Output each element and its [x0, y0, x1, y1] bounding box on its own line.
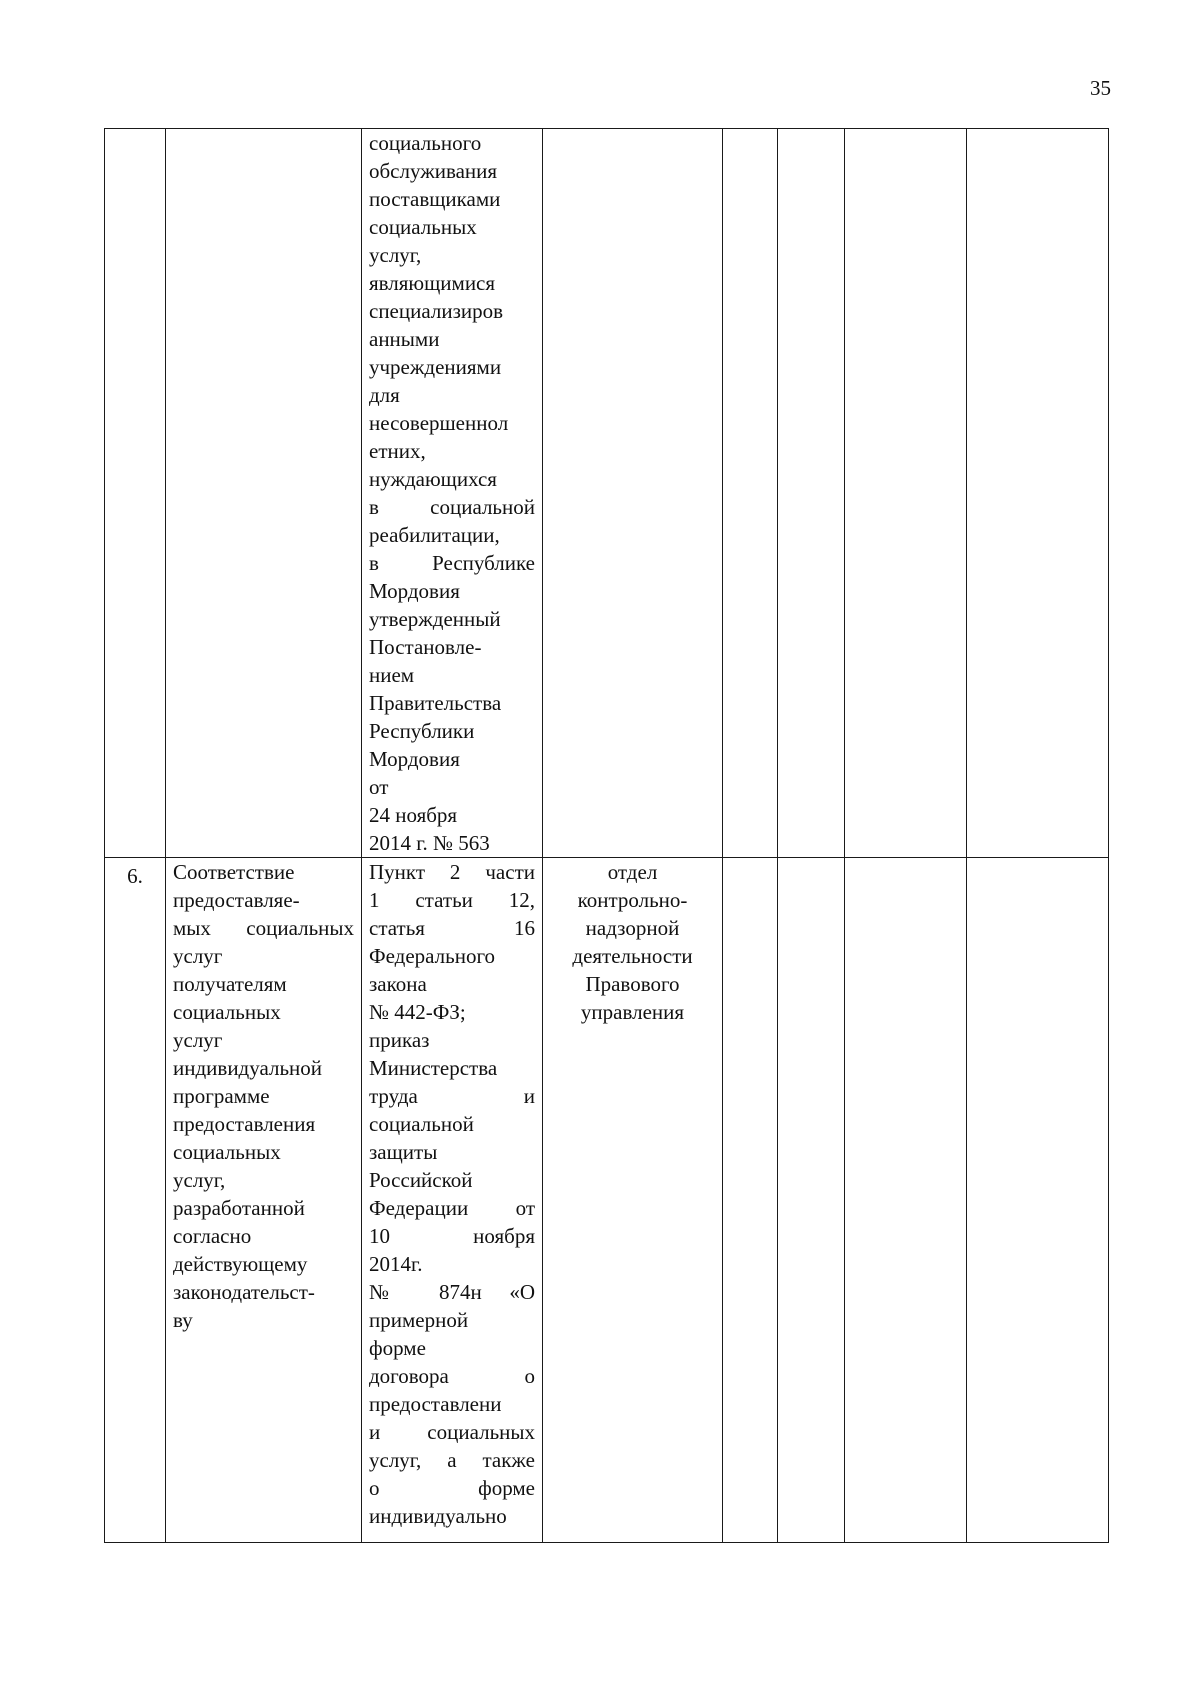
text-line: несовершеннол [369, 411, 509, 435]
text-line: Пункт 2 части [369, 860, 535, 884]
text-line: контрольно- [577, 888, 688, 912]
text-line: разработанной [173, 1196, 305, 1220]
text-line: управления [580, 1000, 685, 1024]
text-line: действующему [173, 1252, 308, 1276]
text-line: Мордовия [369, 747, 460, 771]
text-line: социальных [173, 1000, 281, 1024]
cell-empty-6 [778, 858, 845, 1543]
text-line: 2014 г. № 563 [369, 831, 490, 855]
cell-empty-8 [967, 858, 1109, 1543]
table-row-6 [105, 858, 1109, 1543]
page-number: 35 [1090, 76, 1111, 100]
text-line: нуждающихся [369, 467, 497, 491]
text-line: поставщиками [369, 187, 501, 211]
text-line: Мордовия [369, 579, 460, 603]
text-line: получателям [173, 972, 287, 996]
text-line: законодательст- [173, 1280, 315, 1304]
text-line: нием [369, 663, 415, 687]
text-line: предоставляе- [173, 888, 300, 912]
text-line: № 874н «О [369, 1280, 535, 1304]
text-line: для [369, 383, 400, 407]
text-line: обслуживания [369, 159, 498, 183]
text-line: форме [369, 1336, 426, 1360]
requirement-text [173, 858, 354, 1334]
row-number: 6. [127, 864, 143, 888]
text-line: о форме [369, 1476, 535, 1500]
cell-empty-5 [723, 129, 778, 858]
text-line: Республики [369, 719, 475, 743]
cell-empty-5 [723, 858, 778, 1543]
text-line: приказ [369, 1028, 430, 1052]
text-line: социальных [173, 1140, 281, 1164]
text-line: 1 статьи 12, [369, 888, 535, 912]
cell-number [105, 129, 166, 858]
text-line: индивидуально [369, 1504, 507, 1528]
text-line: учреждениями [369, 355, 502, 379]
text-line: Правового [585, 972, 680, 996]
legal-basis-text [369, 129, 535, 857]
cell-empty-7 [845, 858, 967, 1543]
text-line: Федерации от [369, 1196, 535, 1220]
legal-basis-text [369, 858, 535, 1530]
text-line: защиты [369, 1140, 438, 1164]
cell-empty-8 [967, 129, 1109, 858]
text-line: являющимися [369, 271, 496, 295]
cell-legal-basis [362, 129, 543, 858]
text-line: согласно [173, 1224, 252, 1248]
inspection-table [104, 128, 1109, 1543]
text-line: Министерства [369, 1056, 498, 1080]
text-line: Российской [369, 1168, 473, 1192]
text-line: предоставлени [369, 1392, 502, 1416]
text-line: реабилитации, [369, 523, 500, 547]
text-line: Соответствие [173, 860, 295, 884]
text-line: услуг [173, 944, 223, 968]
text-line: договора о [369, 1364, 535, 1388]
text-line: анными [369, 327, 440, 351]
text-line: етних, [369, 439, 426, 463]
text-line: 2014г. [369, 1252, 423, 1276]
text-line: социальных [369, 215, 477, 239]
text-line: мых социальных [173, 916, 354, 940]
text-line: программе [173, 1084, 270, 1108]
text-line: 10 ноября [369, 1224, 535, 1248]
text-line: в Республике [369, 551, 535, 575]
text-line: Федерального [369, 944, 496, 968]
text-line: Правительства [369, 691, 502, 715]
cell-legal-basis [362, 858, 543, 1543]
text-line: отдел [607, 860, 658, 884]
text-line: предоставления [173, 1112, 316, 1136]
text-line: деятельности [572, 944, 693, 968]
text-line: надзорной [585, 916, 680, 940]
text-line: социальной [369, 1112, 474, 1136]
cell-requirement [166, 858, 362, 1543]
text-line: социального [369, 131, 482, 155]
text-line: закона [369, 972, 427, 996]
text-line: услуг [173, 1028, 223, 1052]
text-line: в социальной [369, 495, 535, 519]
table-row-continued [105, 129, 1109, 858]
text-line: Постановле- [369, 635, 482, 659]
text-line: 24 ноября [369, 803, 458, 827]
text-line: услуг, [173, 1168, 226, 1192]
cell-department [543, 129, 723, 858]
text-line: утвержденный [369, 607, 501, 631]
text-line: ву [173, 1308, 193, 1332]
text-line: услуг, [369, 243, 422, 267]
text-line: индивидуальной [173, 1056, 322, 1080]
department-text [550, 858, 715, 1026]
cell-empty-7 [845, 129, 967, 858]
text-line: услуг, а также [369, 1448, 535, 1472]
text-line: труда и [369, 1084, 535, 1108]
cell-empty-6 [778, 129, 845, 858]
text-line: и социальных [369, 1420, 535, 1444]
text-line: специализиров [369, 299, 504, 323]
cell-department [543, 858, 723, 1543]
text-line: примерной [369, 1308, 469, 1332]
cell-number [105, 858, 166, 1543]
text-line: статья 16 [369, 916, 535, 940]
text-line: № 442-ФЗ; [369, 1000, 466, 1024]
text-line: от [369, 775, 389, 799]
cell-requirement [166, 129, 362, 858]
